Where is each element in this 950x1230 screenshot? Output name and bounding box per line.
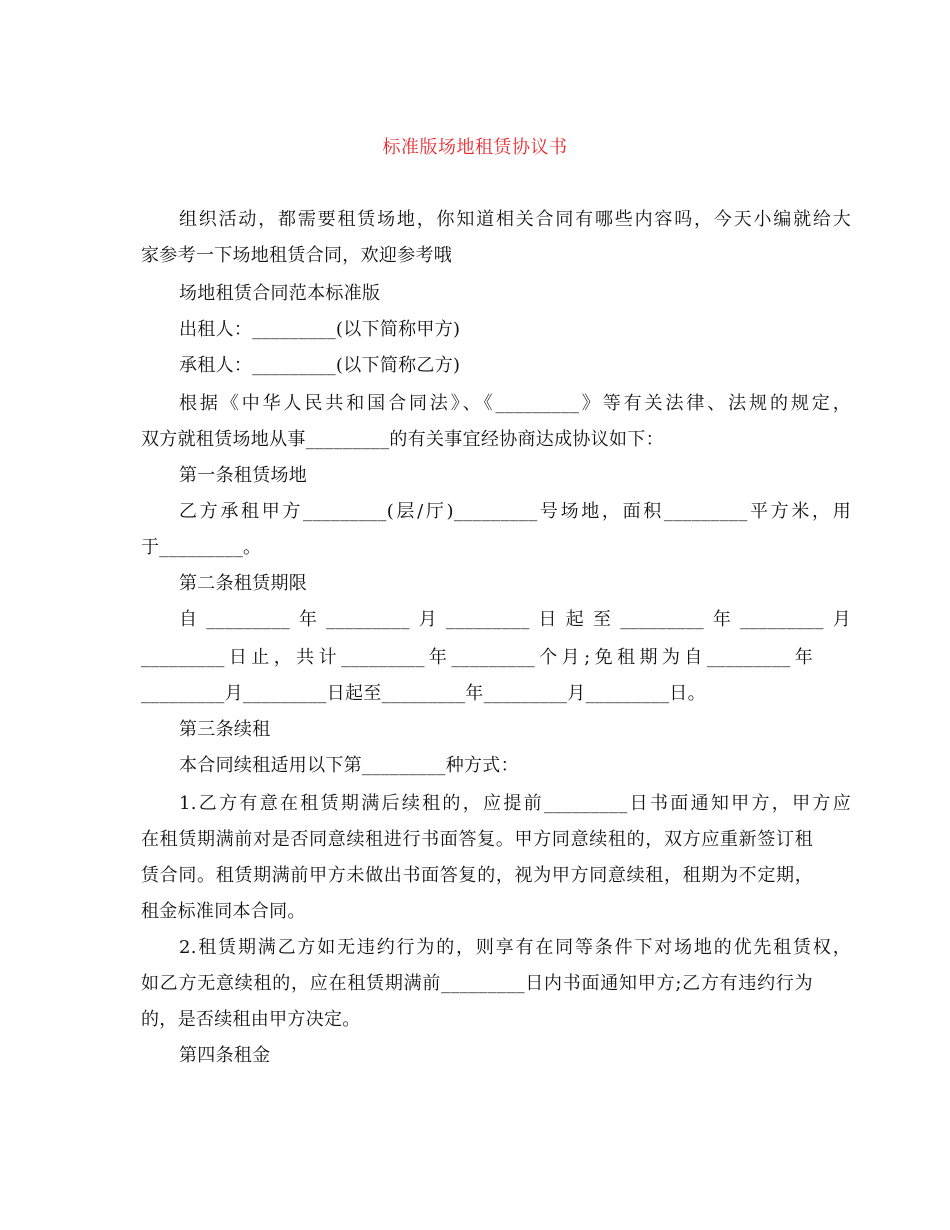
paragraph-line: 2.租赁期满乙方如无违约行为的，则享有在同等条件下对场地的优先租赁权， bbox=[179, 937, 851, 958]
lessee-field-line: 承租人：_________(以下简称乙方) bbox=[179, 355, 461, 376]
paragraph-line: 自_________年_________月_________日起至_________年_________月 bbox=[179, 609, 851, 630]
section-heading: 场地租赁合同范本标准版 bbox=[179, 283, 381, 304]
paragraph-line: 乙方承租甲方_________(层/厅)_________号场地，面积_________平方米，用 bbox=[179, 501, 851, 522]
paragraph-line: 双方就租赁场地从事_________的有关事宜经协商达成协议如下： bbox=[141, 429, 664, 450]
paragraph-line: 家参考一下场地租赁合同，欢迎参考哦 bbox=[141, 245, 453, 266]
paragraph-line: 在租赁期满前对是否同意续租进行书面答复。甲方同意续租的，双方应重新签订租 bbox=[141, 829, 813, 850]
lessor-field-line: 出租人：_________(以下简称甲方) bbox=[179, 319, 461, 340]
document-title: 标准版场地租赁协议书 bbox=[382, 137, 568, 158]
paragraph-line: 根据《中华人民共和国合同法》、《_________》等有关法律、法规的规定， bbox=[179, 393, 851, 414]
paragraph-line: 租金标准同本合同。 bbox=[141, 901, 306, 922]
paragraph-line: 赁合同。租赁期满前甲方未做出书面答复的，视为甲方同意续租，租期为不定期， bbox=[141, 865, 813, 886]
paragraph-line: 于_________。 bbox=[141, 537, 262, 558]
paragraph-line: 的，是否续租由甲方决定。 bbox=[141, 1009, 361, 1030]
article-heading: 第三条续租 bbox=[179, 719, 271, 740]
paragraph-line: 如乙方无意续租的，应在租赁期满前_________日内书面通知甲方;乙方有违约行为 bbox=[141, 973, 813, 994]
article-heading: 第一条租赁场地 bbox=[179, 465, 308, 486]
article-heading: 第二条租赁期限 bbox=[179, 573, 308, 594]
paragraph-line: _________日止，共计_________年_________个月;免租期为自_________年 bbox=[141, 647, 813, 668]
paragraph-line: _________月_________日起至_________年_________月_________日。 bbox=[141, 683, 706, 704]
article-heading: 第四条租金 bbox=[179, 1045, 271, 1066]
paragraph-line: 本合同续租适用以下第_________种方式： bbox=[179, 755, 519, 776]
paragraph-line: 1.乙方有意在租赁期满后续租的，应提前_________日书面通知甲方，甲方应 bbox=[179, 793, 851, 814]
paragraph-line: 组织活动，都需要租赁场地，你知道相关合同有哪些内容吗，今天小编就给大 bbox=[179, 209, 851, 230]
